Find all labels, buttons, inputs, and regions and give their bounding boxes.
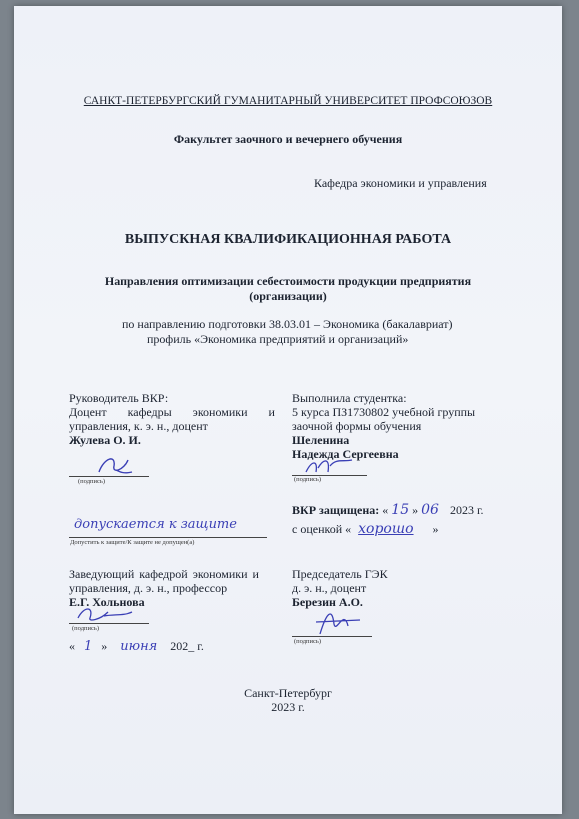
supervisor-signature-caption: (подпись) [78,478,105,485]
head-signature-caption: (подпись) [72,625,99,632]
grade-quote-close: » [432,522,439,536]
document-title: ВЫПУСКНАЯ КВАЛИФИКАЦИОННАЯ РАБОТА [124,232,452,247]
faculty-name: Факультет заочного и вечернего обучения [173,132,403,146]
thesis-topic-line2: (организации) [249,289,327,303]
defense-quote-close: » [412,503,419,517]
chair-signature-caption: (подпись) [294,638,321,645]
head-date-year: 202_ г. [170,639,204,653]
admission-handwritten: допускается к защите [74,517,237,532]
defense-day: 15 [391,502,410,518]
head-signature-line [69,623,149,624]
head-position-line2: управления, д. э. н., профессор [69,581,228,595]
defense-line [292,503,484,517]
city: Санкт-Петербург [244,686,332,700]
department-name: Кафедра экономики и управления [314,176,487,190]
defense-quote-open: « [382,503,389,517]
head-signature [74,602,134,624]
admission-line [69,537,267,538]
document-page [14,6,562,814]
thesis-topic-line1: Направления оптимизации себестоимости продукции предприятия [104,274,472,288]
direction-line: по направлению подготовки 38.03.01 – Экономика (бакалавриат) [122,317,453,331]
chair-heading: Председатель ГЭК [292,567,388,581]
head-date-quote-close: » [101,639,108,653]
head-date-month: июня [120,639,158,654]
supervisor-signature-line [69,476,149,477]
supervisor-name: Жулева О. И. [69,433,141,447]
defense-label: ВКР защищена: [292,503,380,517]
head-date-line [69,639,204,654]
year: 2023 г. [271,700,305,714]
head-name: Е.Г. Хольнова [69,595,145,609]
supervisor-heading: Руководитель ВКР: [69,391,169,405]
student-signature-caption: (подпись) [294,476,321,483]
chair-signature-line [292,636,372,637]
grade-value: хорошо [358,521,414,537]
chair-name: Березин А.О. [292,595,363,609]
defense-year: 2023 г. [449,503,484,517]
defense-month: 06 [421,502,439,518]
student-name: Надежда Сергеевна [292,447,399,461]
chair-signature [314,604,364,638]
student-form: заочной формы обучения [292,419,422,433]
student-heading: Выполнила студентка: [292,391,407,405]
grade-label: с оценкой « [292,522,352,536]
admission-caption: Допустить к защите/К защите не допущен(а) [70,539,195,546]
supervisor-position-line1: Доцент кафедры экономики и [69,405,275,419]
grade-line [292,522,439,536]
head-date-quote-open: « [69,639,75,653]
supervisor-position-line2: управления, к. э. н., доцент [69,419,208,433]
university-name: САНКТ-ПЕТЕРБУРГСКИЙ ГУМАНИТАРНЫЙ УНИВЕРСИТЕТ ПРОФСОЮЗОВ [83,95,493,107]
student-group: 5 курса ПЗ1730802 учебной группы [292,405,476,419]
head-position-line1: Заведующий кафедрой экономики и [69,567,259,581]
profile-line: профиль «Экономика предприятий и организаций» [147,332,409,346]
head-date-day: 1 [84,639,93,654]
chair-degree: д. э. н., доцент [292,581,367,595]
student-surname: Шеленина [292,433,350,447]
